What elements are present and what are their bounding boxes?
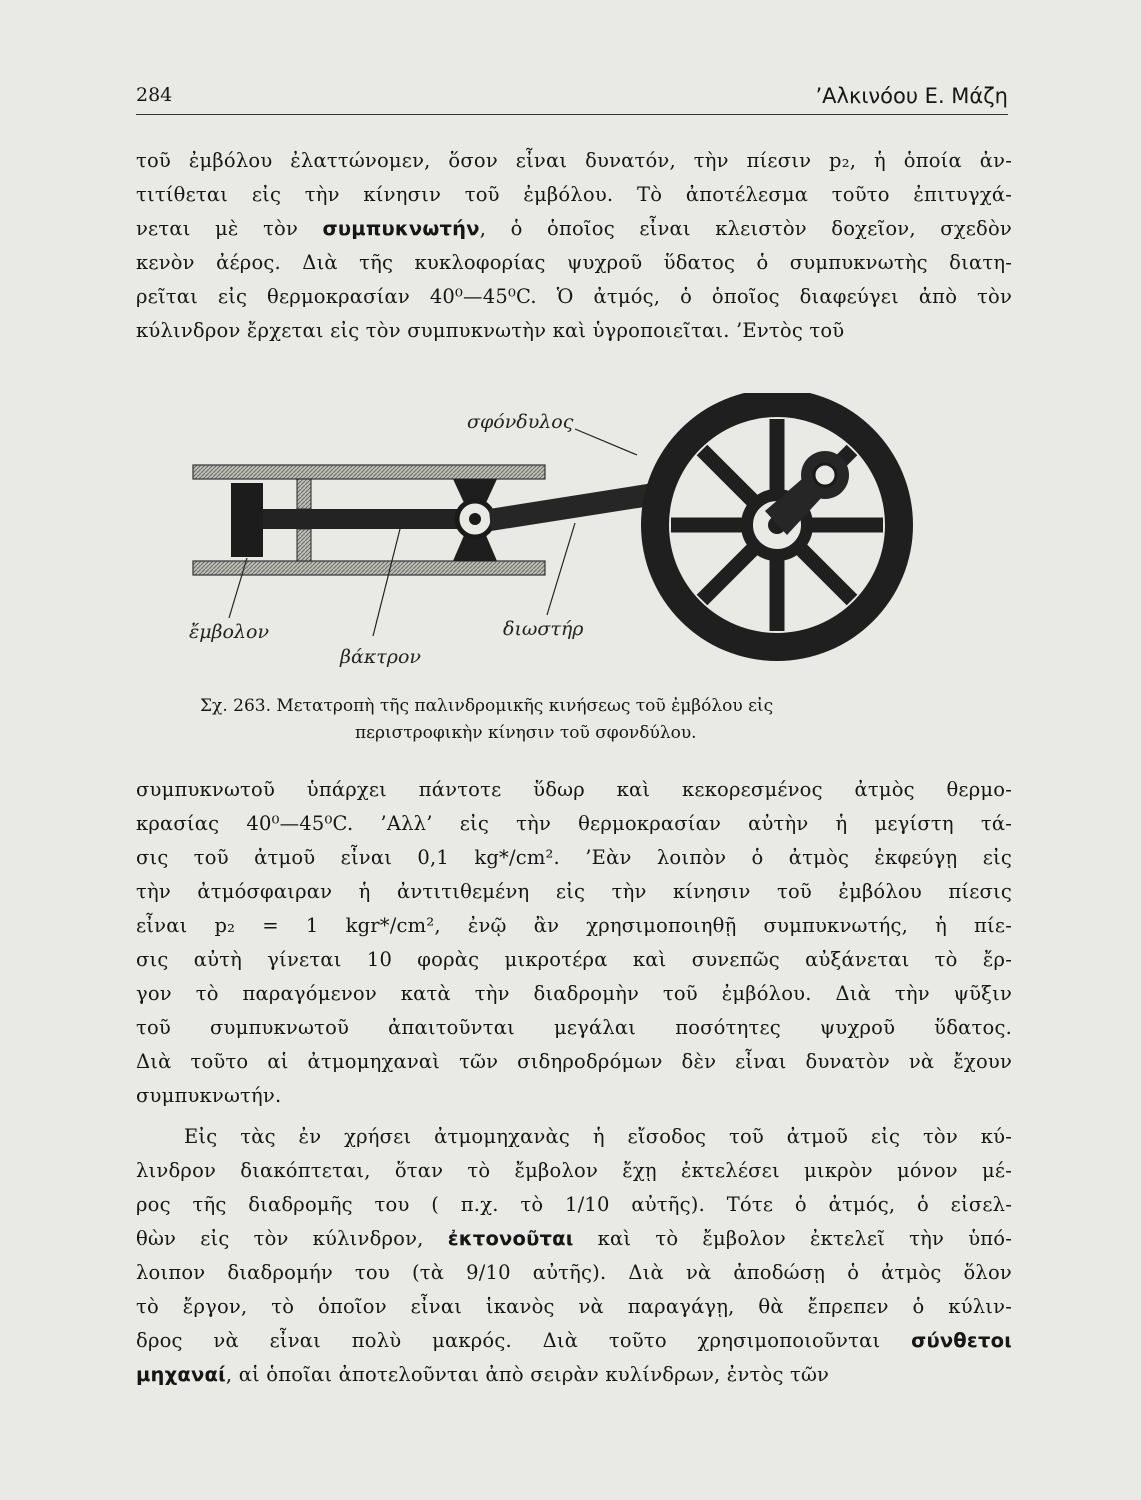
text-line: Διὰ τοῦτο αἱ ἀτμομηχαναὶ τῶν σιδηροδρόμων δὲν εἶναι δυνατὸν νὰ ἔχουν bbox=[136, 1050, 1012, 1073]
text-line: ρεῖται εἰς θερμοκρασίαν 40⁰—45⁰C. Ὁ ἀτμός, ὁ ὁποῖος διαφεύγει ἀπὸ τὸν bbox=[136, 285, 1012, 308]
bold-term: μηχαναί bbox=[136, 1363, 226, 1386]
piston bbox=[231, 479, 463, 561]
text-line bbox=[136, 1222, 1012, 1256]
caption-line-1: Σχ. 263. Μετατροπὴ τῆς παλινδρομικῆς κινήσεως τοῦ ἐμβόλου εἰς bbox=[200, 696, 774, 716]
text-line: κενὸν ἀέρος. Διὰ τῆς κυκλοφορίας ψυχροῦ ὕδατος ὁ συμπυκνωτὴς διατη- bbox=[136, 251, 1012, 274]
text-line bbox=[136, 1358, 1012, 1392]
paragraph-2 bbox=[136, 773, 1012, 1113]
text-line: τὴν ἀτμόσφαιραν ἡ ἀντιτιθεμένη εἰς τὴν κίνησιν τοῦ ἐμβόλου πίεσις bbox=[136, 880, 1012, 903]
page-header bbox=[136, 84, 1008, 118]
text-line: κύλινδρον ἔρχεται εἰς τὸν συμπυκνωτὴν καὶ ὑγροποιεῖται. ’Εντὸς τοῦ bbox=[136, 319, 845, 342]
bold-term: συμπυκνωτήν bbox=[322, 217, 480, 240]
text-line: λινδρον διακόπτεται, ὅταν τὸ ἔμβολον ἔχῃ ἐκτελέσει μικρὸν μόνον μέ- bbox=[136, 1159, 1012, 1182]
page-number: 284 bbox=[136, 84, 173, 106]
text-segment: δρος νὰ εἶναι πολὺ μακρός. Διὰ τοῦτο χρησιμοποιοῦνται bbox=[136, 1329, 912, 1352]
text-line: λοιπον διαδρομήν του (τὰ 9/10 αὐτῆς). Διὰ νὰ ἀποδώσῃ ὁ ἀτμὸς ὅλον bbox=[136, 1261, 1012, 1284]
text-line bbox=[136, 1324, 1012, 1358]
bold-term: σύνθετοι bbox=[911, 1329, 1012, 1352]
rod-label: βάκτρον bbox=[340, 646, 421, 668]
bold-term: ἐκτονοῦται bbox=[447, 1227, 574, 1250]
caption-line-2: περιστροφικὴν κίνησιν τοῦ σφονδύλου. bbox=[355, 723, 697, 743]
text-line: γον τὸ παραγόμενον κατὰ τὴν διαδρομὴν τοῦ ἐμβόλου. Διὰ τὴν ψῦξιν bbox=[136, 982, 1012, 1005]
text-segment: θὼν εἰς τὸν κύλινδρον, bbox=[136, 1227, 448, 1250]
text-line: τοῦ συμπυκνωτοῦ ἀπαιτοῦνται μεγάλαι ποσότητες ψυχροῦ ὕδατος. bbox=[136, 1016, 1012, 1039]
text-line: συμπυκνωτοῦ ὑπάρχει πάντοτε ὕδωρ καὶ κεκορεσμένος ἀτμὸς θερμο- bbox=[136, 778, 1012, 801]
connecting-rod-label: διωστήρ bbox=[503, 618, 584, 640]
text-line: τοῦ ἐμβόλου ἐλαττώνομεν, ὅσον εἶναι δυνατόν, τὴν πίεσιν p₂, ἡ ὁποία ἀν- bbox=[136, 149, 1012, 172]
text-line: ρος τῆς διαδρομῆς του ( π.χ. τὸ 1/10 αὐτῆς). Τότε ὁ ἀτμός, ὁ εἰσελ- bbox=[136, 1193, 1012, 1216]
flywheel-label: σφόνδυλος bbox=[467, 411, 574, 433]
text-line: συμπυκνωτήν. bbox=[136, 1084, 282, 1107]
leader-lines bbox=[229, 429, 637, 636]
text-line: σις αὐτὴ γίνεται 10 φορὰς μικροτέρα καὶ συνεπῶς αὐξάνεται τὸ ἔρ- bbox=[136, 948, 1012, 971]
text-line: κρασίας 40⁰—45⁰C. ’Αλλ’ εἰς τὴν θερμοκρασίαν αὐτὴν ἡ μεγίστη τά- bbox=[136, 812, 1012, 835]
running-head: ’Αλκινόου Ε. Μάζη bbox=[815, 84, 1008, 108]
header-rule bbox=[136, 114, 1008, 115]
flywheel bbox=[641, 393, 913, 661]
text-line: Εἰς τὰς ἐν χρήσει ἀτμομηχανὰς ἡ εἴσοδος τοῦ ἀτμοῦ εἰς τὸν κύ- bbox=[184, 1125, 1012, 1148]
piston-label: ἔμβολον bbox=[189, 621, 269, 643]
text-line: εἶναι p₂ = 1 kgr*/cm², ἐνῷ ἂν χρησιμοποιηθῇ συμπυκνωτής, ἡ πίε- bbox=[136, 914, 1012, 937]
text-line: τιτίθεται εἰς τὴν κίνησιν τοῦ ἐμβόλου. Τὸ ἀποτέλεσμα τοῦτο ἐπιτυγχά- bbox=[136, 183, 1012, 206]
text-line bbox=[136, 212, 1012, 246]
figure-caption bbox=[200, 693, 940, 747]
text-segment: καὶ τὸ ἔμβολον ἐκτελεῖ τὴν ὑπό- bbox=[573, 1227, 1012, 1250]
text-segment: νεται μὲ τὸν bbox=[136, 217, 323, 240]
paragraph-3 bbox=[136, 1120, 1012, 1392]
text-line: τὸ ἔργον, τὸ ὁποῖον εἶναι ἱκανὸς νὰ παραγάγῃ, θὰ ἔπρεπεν ὁ κύλιν- bbox=[136, 1295, 1012, 1318]
text-line: σις τοῦ ἀτμοῦ εἶναι 0,1 kg*/cm². ’Εὰν λοιπὸν ὁ ἀτμὸς ἐκφεύγῃ εἰς bbox=[136, 846, 1012, 869]
text-segment: , ὁ ὁποῖος εἶναι κλειστὸν δοχεῖον, σχεδὸν bbox=[479, 217, 1012, 240]
text-segment: , αἱ ὁποῖαι ἀποτελοῦνται ἀπὸ σειρὰν κυλίνδρων, ἐντὸς τῶν bbox=[225, 1363, 830, 1386]
paragraph-1 bbox=[136, 144, 1012, 348]
steam-engine-figure bbox=[185, 393, 975, 683]
